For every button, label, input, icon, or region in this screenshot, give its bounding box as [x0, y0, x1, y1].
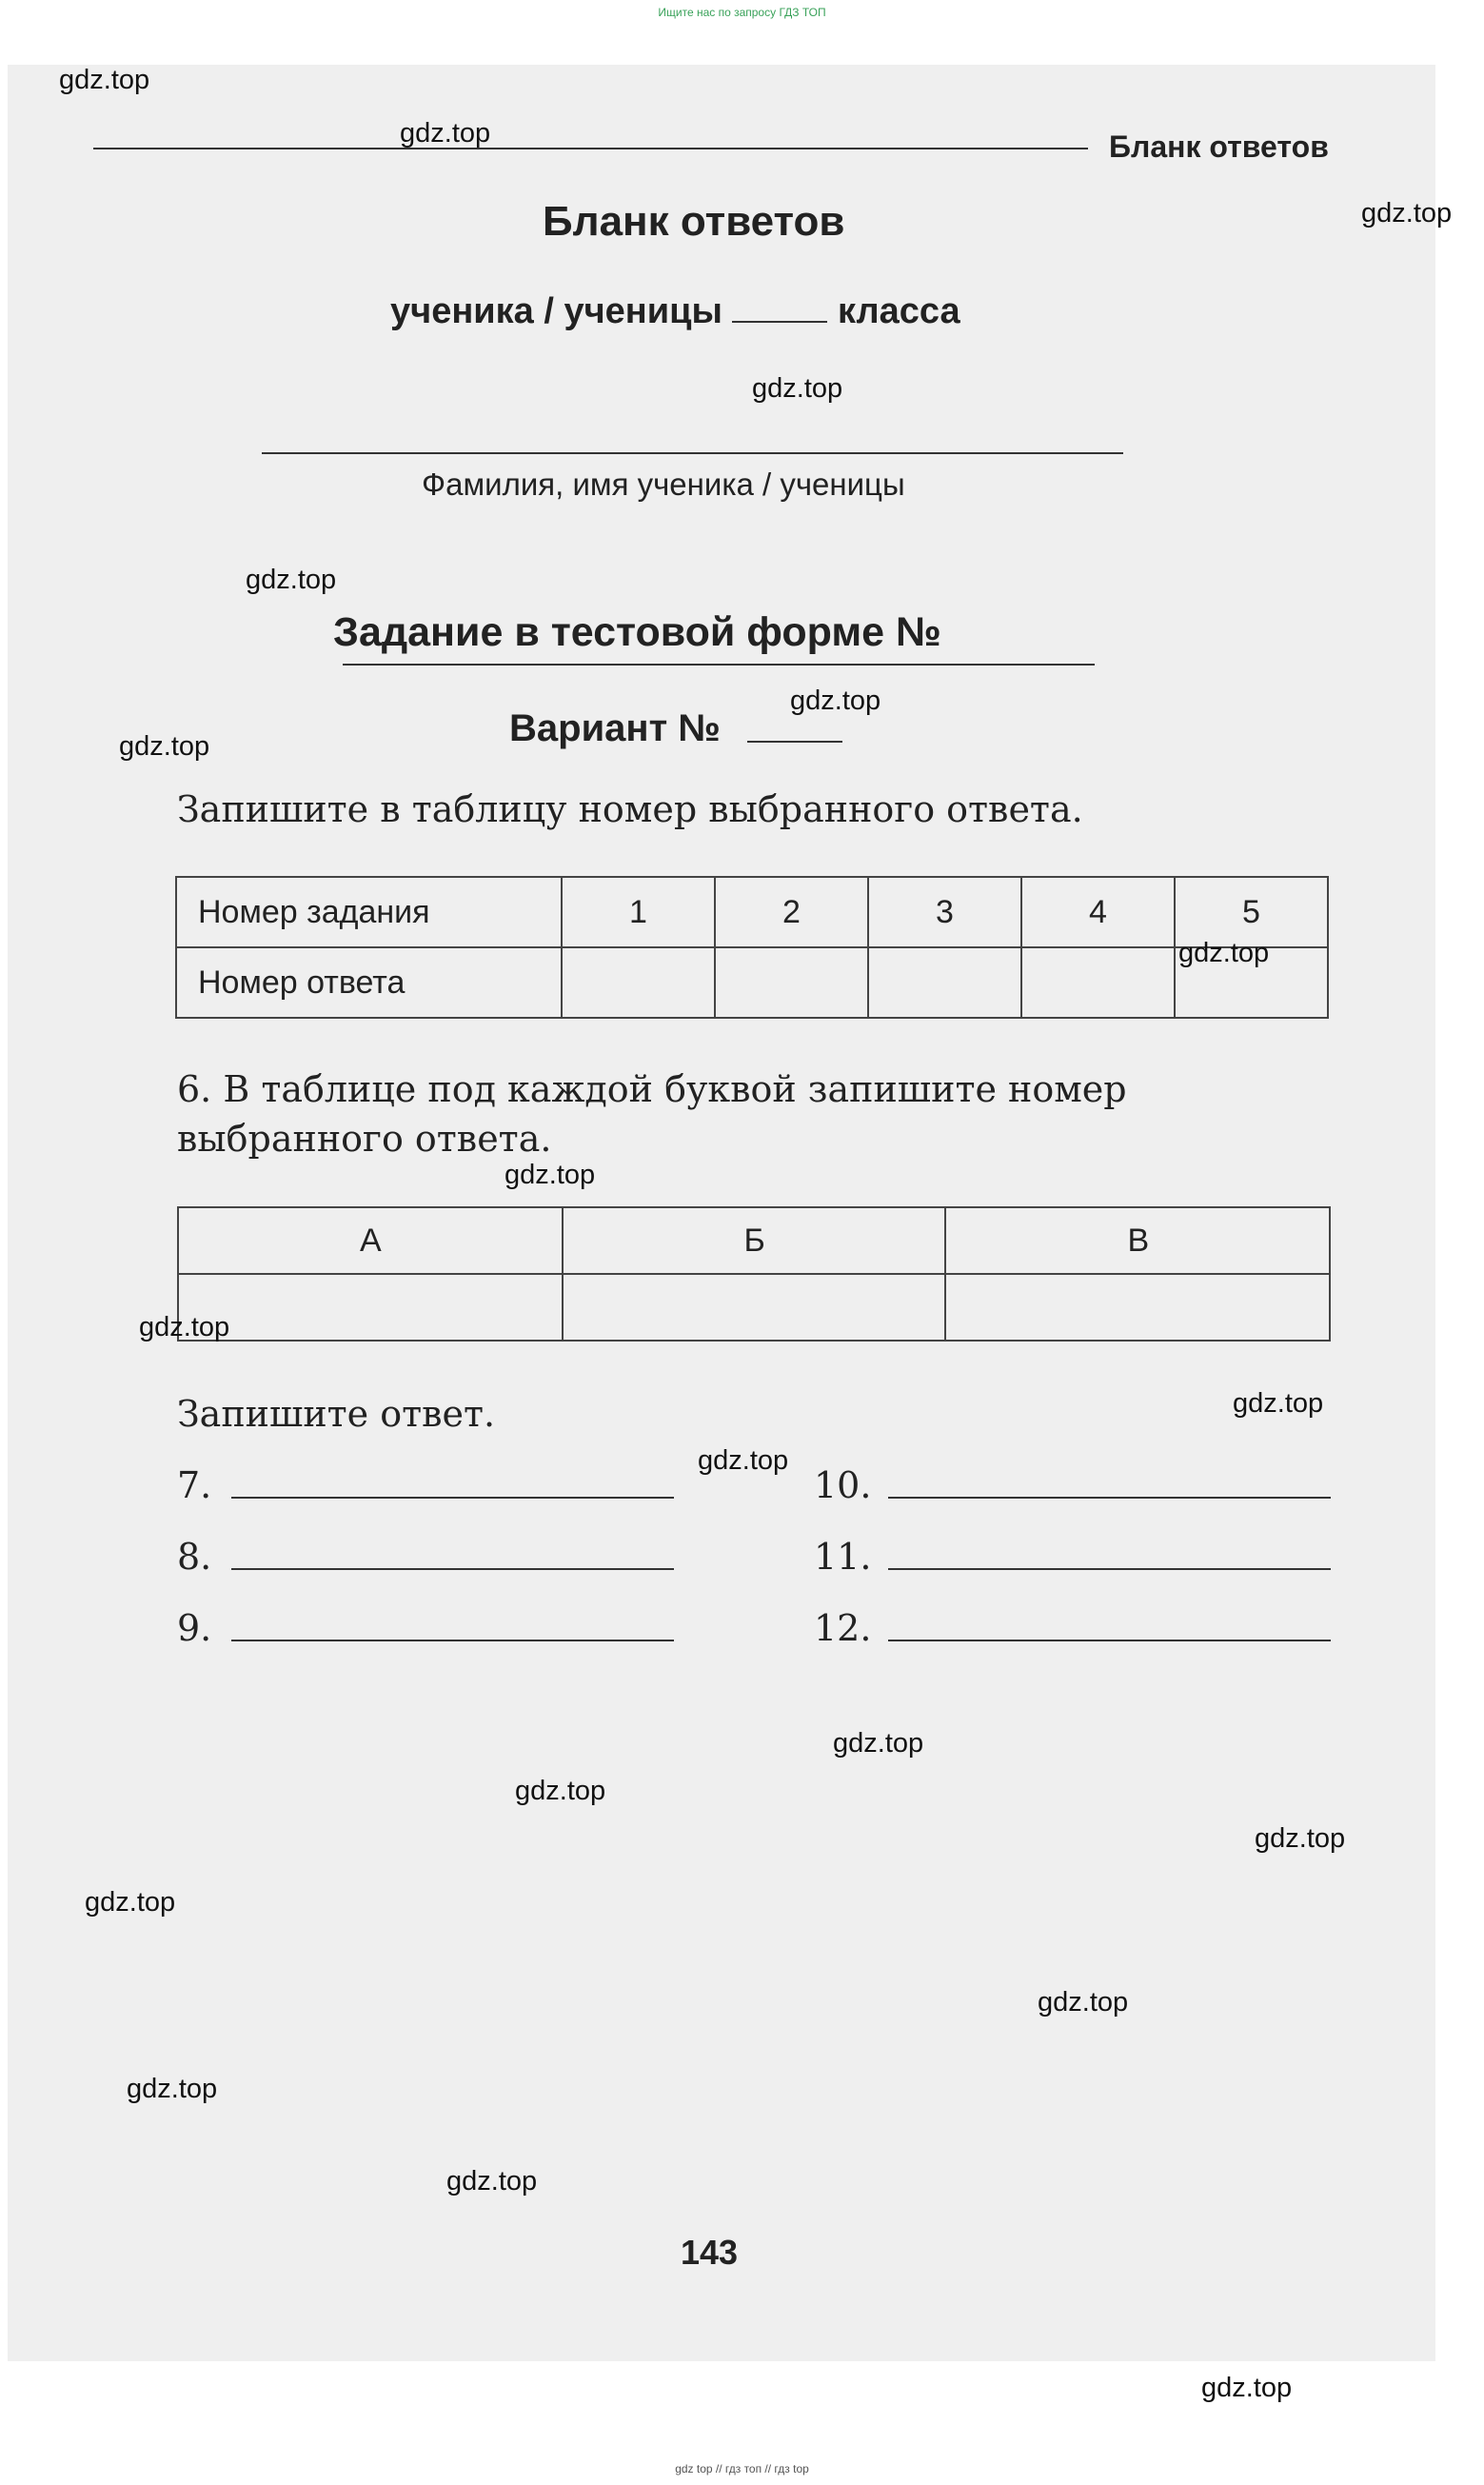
answer-label: 8.: [177, 1536, 212, 1578]
answer-cell[interactable]: [715, 947, 868, 1018]
table-row: [178, 1274, 1330, 1341]
answer-cell[interactable]: [562, 947, 715, 1018]
task-number-cell: 1: [562, 877, 715, 947]
letter-cell: В: [945, 1207, 1330, 1274]
watermark: gdz.top: [1038, 1987, 1129, 2018]
answer-line-12[interactable]: [888, 1640, 1331, 1641]
class-blank: [732, 298, 827, 323]
answer-cell[interactable]: [178, 1274, 563, 1341]
task-number-cell: 3: [868, 877, 1021, 947]
page-number: 143: [681, 2233, 739, 2272]
watermark: gdz.top: [85, 1887, 176, 1918]
answer-table-2: [177, 1206, 1331, 1342]
table-row: [178, 1207, 1330, 1274]
table-row: [176, 877, 1328, 947]
watermark: gdz.top: [1178, 938, 1270, 968]
watermark: gdz.top: [833, 1728, 924, 1759]
watermark: gdz.top: [400, 118, 491, 149]
header-rule: [93, 148, 1088, 149]
instruction-write: Запишите ответ.: [177, 1393, 496, 1435]
answer-line-8[interactable]: [231, 1568, 674, 1570]
watermark: gdz.top: [127, 2074, 218, 2104]
answer-line-9[interactable]: [231, 1640, 674, 1641]
answer-line-7[interactable]: [231, 1497, 674, 1499]
answer-table-1: [175, 876, 1329, 1019]
running-header: Бланк ответов: [1109, 129, 1329, 164]
name-line: [262, 452, 1123, 454]
answer-label: 7.: [177, 1464, 212, 1506]
answer-number-label: Номер ответа: [176, 947, 562, 1018]
answer-cell[interactable]: [945, 1274, 1330, 1341]
name-caption: Фамилия, имя ученика / ученицы: [422, 467, 905, 502]
watermark: gdz.top: [246, 565, 337, 595]
watermark: gdz.top: [752, 373, 843, 404]
form-title: Бланк ответов: [543, 198, 845, 245]
class-row: [390, 291, 960, 332]
task-number-cell: 2: [715, 877, 868, 947]
answer-label: 12.: [814, 1607, 872, 1649]
bottom-banner[interactable]: gdz top // гдз топ // гдз top: [675, 2462, 809, 2475]
instruction-select: Запишите в таблицу номер выбранного ответа.: [177, 788, 1083, 830]
task-number-label: Номер задания: [176, 877, 562, 947]
table-row: [176, 947, 1328, 1018]
question-6: 6. В таблице под каждой буквой запишите номер выбранного ответа.: [177, 1068, 1127, 1160]
task-title: Задание в тестовой форме №: [333, 609, 941, 655]
variant-blank: [747, 741, 842, 743]
variant-label: Вариант №: [509, 707, 721, 749]
answer-cell[interactable]: [563, 1274, 946, 1341]
watermark: gdz.top: [119, 731, 210, 762]
watermark: gdz.top: [139, 1312, 230, 1342]
watermark: gdz.top: [515, 1776, 606, 1806]
class-label: класса: [838, 291, 960, 331]
watermark: gdz.top: [1255, 1823, 1346, 1854]
watermark: gdz.top: [59, 65, 150, 95]
answer-line-11[interactable]: [888, 1568, 1331, 1570]
answer-label: 9.: [177, 1607, 212, 1649]
watermark: gdz.top: [505, 1160, 596, 1190]
answer-label: 11.: [814, 1536, 872, 1578]
watermark: gdz.top: [1233, 1388, 1324, 1419]
letter-cell: А: [178, 1207, 563, 1274]
answer-line-10[interactable]: [888, 1497, 1331, 1499]
watermark: gdz.top: [790, 686, 881, 716]
task-number-cell: 4: [1021, 877, 1175, 947]
task-number-cell: 5: [1175, 877, 1328, 947]
student-label: ученика / ученицы: [390, 291, 722, 331]
answer-label: 10.: [814, 1464, 872, 1506]
answer-cell[interactable]: [1021, 947, 1175, 1018]
watermark: gdz.top: [446, 2166, 538, 2197]
task-number-line: [343, 664, 1095, 666]
watermark: gdz.top: [1201, 2373, 1293, 2403]
watermark: gdz.top: [1361, 198, 1453, 229]
watermark: gdz.top: [698, 1445, 789, 1476]
answer-cell[interactable]: [868, 947, 1021, 1018]
top-banner[interactable]: Ищите нас по запросу ГДЗ ТОП: [658, 6, 826, 19]
letter-cell: Б: [563, 1207, 946, 1274]
